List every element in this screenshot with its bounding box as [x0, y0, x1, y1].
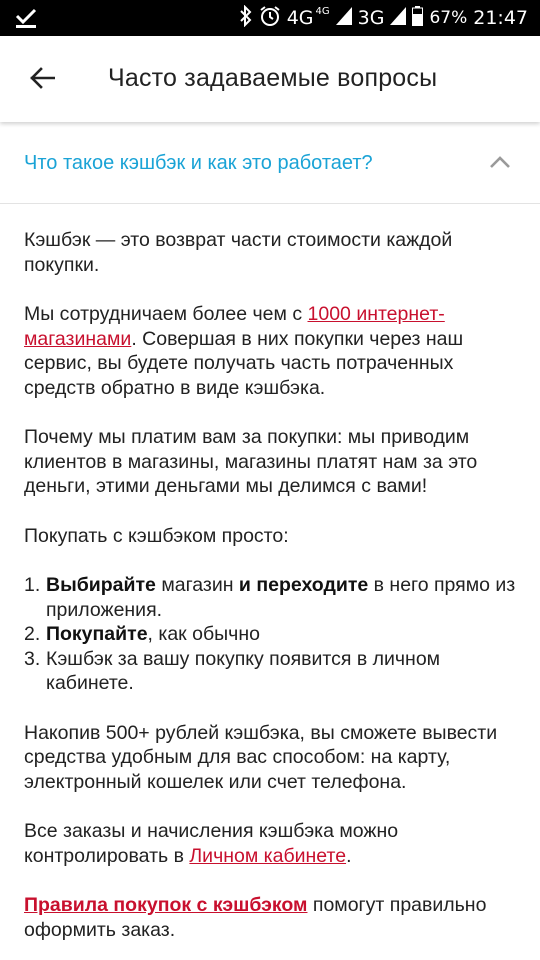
chevron-up-icon[interactable] [488, 152, 512, 172]
back-arrow-icon [29, 67, 55, 94]
status-icons [239, 0, 528, 36]
list-item: 1. Выбирайте магазин и переходите в него прямо из приложения. [24, 574, 516, 621]
steps-list [24, 573, 520, 696]
network-4g-label: 4G [286, 7, 314, 29]
cashback-rules-link[interactable]: Правила покупок с кэшбэком [24, 894, 308, 916]
paragraph: Все заказы и начисления кэшбэка можно контролировать в Личном кабинете. [24, 820, 399, 867]
alarm-icon [259, 5, 281, 32]
faq-item-header[interactable] [0, 122, 540, 204]
page-title: Часто задаваемые вопросы [108, 64, 438, 92]
paragraph: Накопив 500+ рублей кэшбэка, вы сможете вывести средства удобным для вас способом: на карту, электронный кошелек или счет телефона. [24, 721, 498, 793]
paragraph: Правила покупок с кэшбэком помогут правильно оформить заказ. [24, 894, 487, 941]
battery-percent: 67% [429, 8, 468, 28]
paragraph: Кэшбэк — это возврат части стоимости каждой покупки. [24, 229, 453, 276]
faq-question: Что такое кэшбэк и как это работает? [24, 152, 373, 174]
paragraph: Покупать с кэшбэком просто: [24, 524, 289, 547]
account-link[interactable]: Личном кабинете [189, 844, 347, 867]
network-3g-label: 3G [357, 7, 385, 29]
stores-link[interactable]: 1000 интернет-магазинами [24, 303, 445, 350]
network-4g-small-label: 4G [315, 5, 330, 17]
clock: 21:47 [473, 7, 528, 29]
faq-answer [24, 228, 520, 960]
app-bar [0, 36, 540, 122]
status-bar [0, 0, 540, 36]
battery-icon [412, 6, 423, 31]
list-item: 3. Кэшбэк за вашу покупку появится в личном кабинете. [24, 647, 441, 694]
paragraph: Почему мы платим вам за покупки: мы приводим клиентов в магазины, магазины платят нам за это деньги, этими деньгами мы делимся с вами! [24, 426, 478, 497]
signal-icon [390, 7, 406, 30]
list-item: 2. Покупайте, как обычно [24, 623, 260, 645]
signal-icon [336, 7, 352, 30]
download-check-icon [14, 7, 38, 34]
paragraph: Мы сотрудничаем более чем с 1000 интернет-магазинами. Совершая в них покупки через наш сервис, вы будете получать часть потраченных средств обратно в виде кэшбэка. [24, 303, 464, 399]
back-button[interactable] [20, 58, 64, 102]
bluetooth-icon [239, 5, 253, 32]
